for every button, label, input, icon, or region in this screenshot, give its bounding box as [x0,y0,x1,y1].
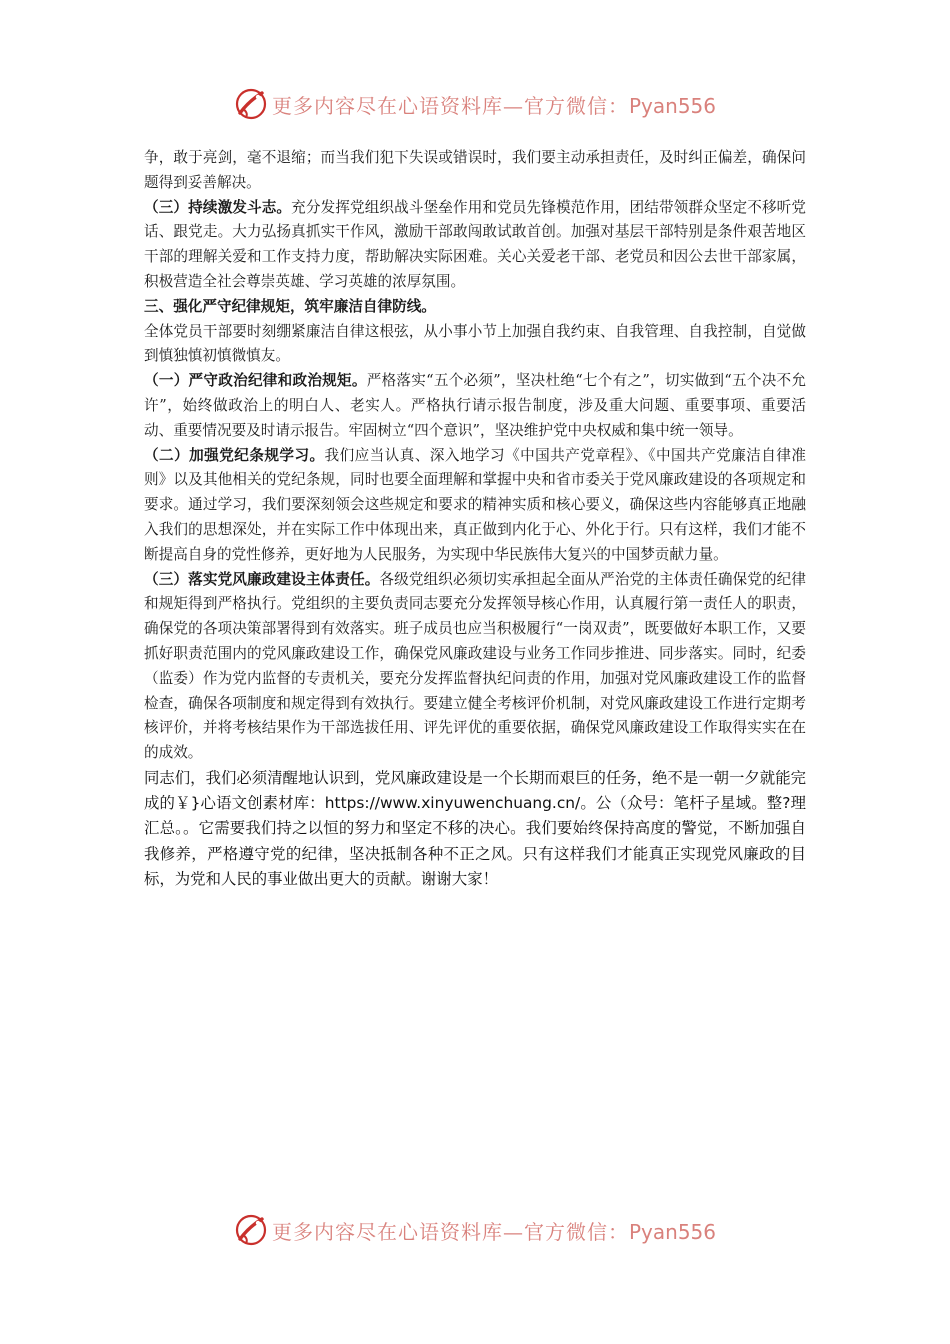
paragraph: （三）持续激发斗志。充分发挥党组织战斗堡垒作用和党员先锋模范作用，团结带领群众坚定不移听党话、跟党走。大力弘扬真抓实干作风，激励干部敢闯敢试敢首创。加强对基层干部特别是条件艰苦地区干部的理解关爱和工作支持力度，帮助解决实际困难。关心关爱老干部、老党员和因公去世干部家属，积极营造全社会尊崇英雄、学习英雄的浓厚氛围。 [144,198,806,290]
paragraph: 争，敢于亮剑，毫不退缩；而当我们犯下失误或错误时，我们要主动承担责任，及时纠正偏差，确保问题得到妥善解决。 [144,149,806,191]
document-body [144,146,806,892]
paragraph: 全体党员干部要时刻绷紧廉洁自律这根弦，从小事小节上加强自我约束、自我管理、自我控制，自觉做到慎独慎初慎微慎友。 [144,322,806,365]
banner-text: 更多内容尽在心语资料库—官方微信：Pyan556 [271,1219,716,1244]
banner-text: 更多内容尽在心语资料库—官方微信：Pyan556 [271,93,716,118]
brush-logo-icon [234,87,268,121]
paragraph: （二）加强党纪条规学习。我们应当认真、深入地学习《中国共产党章程》、《中国共产党廉洁自律准则》以及其他相关的党纪条规，同时也要全面理解和掌握中央和省市委关于党风廉政建设的各项规定和要求。通过学习，我们要深刻领会这些规定和要求的精神实质和核心要义，确保这些内容能够真正地融入我们的思想深处，并在实际工作中体现出来，真正做到内化于心、外化于行。只有这样，我们才能不断提高自身的党性修养，更好地为人民服务，为实现中华民族伟大复兴的中国梦贡献力量。 [144,446,806,563]
paragraph: （一）严守政治纪律和政治规矩。严格落实“五个必须”，坚决杜绝“七个有之”，切实做到“五个决不允许”，始终做政治上的明白人、老实人。严格执行请示报告制度，涉及重大问题、重要事项、重要活动、重要情况要及时请示报告。牢固树立“四个意识”，坚决维护党中央权威和集中统一领导。 [144,372,806,439]
paragraph-heading: （一）严守政治纪律和政治规矩。 [144,372,367,390]
brush-logo-icon [234,1213,268,1247]
closing-paragraph: 同志们，我们必须清醒地认识到，党风廉政建设是一个长期而艰巨的任务，绝不是一朝一夕就能完成的￥}心语文创素材库：https://www.xinyuwenchuang.cn/。公（众号：笔杆子星域。整?理汇总。。它需要我们持之以恒的努力和坚定不移的决心。我们要始终保持高度的警觉，不断加强自我修养，严格遵守党的纪律，坚决抵制各种不正之风。只有这样我们才能真正实现党风廉政的目标，为党和人民的事业做出更大的贡献。谢谢大家！ [144,768,806,888]
paragraph-heading: （三）落实党风廉政建设主体责任。 [144,570,380,588]
section-heading: 三、强化严守纪律规矩，筑牢廉洁自律防线。 [144,297,436,315]
header-watermark-banner [0,84,950,124]
footer-watermark-banner [0,1210,950,1250]
paragraph-heading: （三）持续激发斗志。 [144,198,292,216]
paragraph: （三）落实党风廉政建设主体责任。各级党组织必须切实承担起全面从严治党的主体责任确保党的纪律和规矩得到严格执行。党组织的主要负责同志要充分发挥领导核心作用，认真履行第一责任人的职责，确保党的各项决策部署得到有效落实。班子成员也应当积极履行“一岗双责”，既要做好本职工作，又要抓好职责范围内的党风廉政建设工作，确保党风廉政建设与业务工作同步推进、同步落实。同时，纪委（监委）作为党内监督的专责机关，要充分发挥监督执纪问责的作用，加强对党风廉政建设工作的监督检查，确保各项制度和规定得到有效执行。要建立健全考核评价机制，对党风廉政建设工作进行定期考核评价，并将考核结果作为干部选拔任用、评先评优的重要依据，确保党风廉政建设工作取得实实在在的成效。 [144,570,806,762]
paragraph-heading: （二）加强党纪条规学习。 [144,446,325,464]
